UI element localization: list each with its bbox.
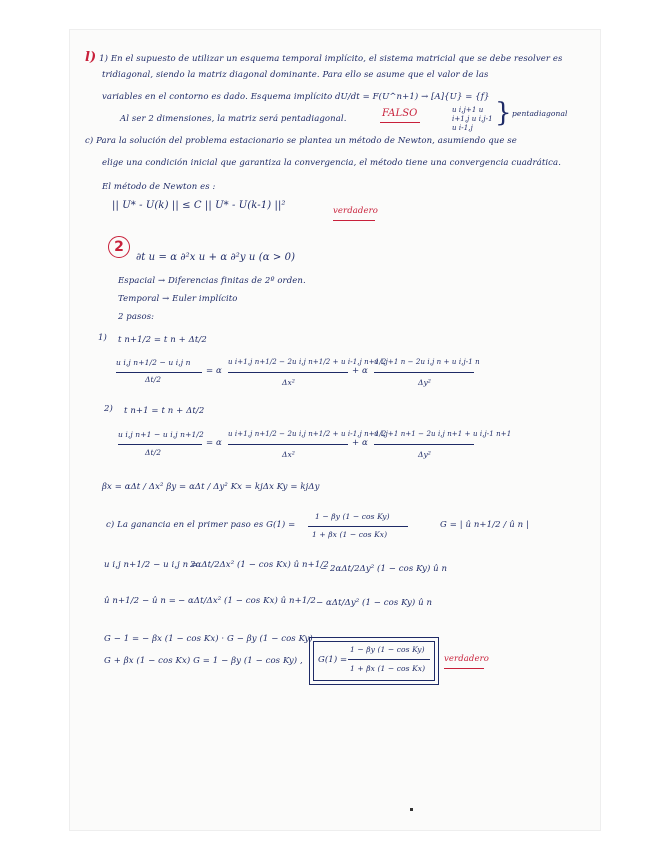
step-1-r2-den: Δy² — [418, 378, 431, 387]
result-den: 1 + βx (1 − cos Kx) — [350, 664, 426, 673]
step-2-r2-bar — [374, 444, 474, 445]
fourier-eq-1-a: 2αΔt/2Δx² (1 − cos Kx) û n+1/2 — [190, 560, 329, 570]
step-1-eq: = α — [206, 366, 222, 376]
beta-definitions: βx = αΔt / Δx² βy = αΔt / Δy² Kx = kjΔx Ky = kjΔy — [102, 482, 320, 492]
stencil-brace: } — [495, 98, 512, 128]
pde-equation: ∂t u = α ∂²x u + α ∂²y u (α > 0) — [136, 252, 296, 263]
falso-underline — [380, 122, 420, 123]
stencil-terms: u i,j+1 u i+1,j u i,j-1 u i-1,j — [452, 106, 493, 132]
problem-number-2: 2 — [108, 236, 130, 258]
fourier-eq-2-b: − αΔt/Δy² (1 − cos Ky) û n — [316, 598, 433, 608]
spatial-discretization: Espacial → Diferencias finitas de 2º orden. — [118, 276, 306, 286]
result-num: 1 − βy (1 − cos Ky) — [350, 645, 425, 654]
line-6: elige una condición inicial que garantiza la convergencia, el método tiene una convergencia cuadrática. — [102, 158, 562, 168]
gain-num: 1 − βy (1 − cos Ky) — [315, 512, 390, 521]
line-4: Al ser 2 dimensiones, la matriz será pentadiagonal. — [120, 114, 347, 124]
step-2-r2-den: Δy² — [418, 450, 431, 459]
step-2-lhs-den: Δt/2 — [145, 448, 162, 457]
line-3-formula: dU/dt = F(U^n+1) → [A]{U} = {f} — [335, 92, 490, 102]
step-1-lhs-num: u i,j n+1/2 − u i,j n — [116, 358, 191, 367]
result-g: G(1) = — [318, 655, 348, 665]
verdadero-2: verdadero — [444, 654, 489, 664]
step-2-r1-bar — [228, 444, 348, 445]
step-1-r1-num: u i+1,j n+1/2 − 2u i,j n+1/2 + u i-1,j n+1/2 — [228, 358, 387, 366]
gain-definition: G = | û n+1/2 / û n | — [440, 520, 529, 530]
step-2-lhs-bar — [118, 444, 202, 445]
two-steps: 2 pasos: — [118, 312, 155, 322]
step-1-r1-den: Δx² — [282, 378, 295, 387]
fourier-eq-2-a: − αΔt/Δx² (1 − cos Kx) û n+1/2 — [178, 596, 316, 606]
fourier-eq-1-b: − 2αΔt/2Δy² (1 − cos Ky) û n — [320, 564, 448, 574]
line-1: l) 1) En el supuesto de utilizar un esquema temporal implícito, el sistema matricial que se debe resolver es — [85, 50, 563, 65]
gain-intro: c) La ganancia en el primer paso es G(1) = — [106, 520, 296, 530]
line-3: variables en el contorno es dado. Esquema implícito — [102, 92, 333, 102]
gain-derivation-2: G + βx (1 − cos Kx) G = 1 − βy (1 − cos Ky) , — [104, 656, 303, 666]
step-2-r1-den: Δx² — [282, 450, 295, 459]
step-1-r1-bar — [228, 372, 348, 373]
step-1-label: 1) — [98, 333, 107, 343]
step-1-plus: + α — [352, 366, 368, 376]
line-7: El método de Newton es : — [102, 182, 216, 192]
gain-derivation-1: G − 1 = − βx (1 − cos Kx) · G − βy (1 − cos Ky) — [104, 634, 313, 644]
step-2-lhs-num: u i,j n+1 − u i,j n+1/2 — [118, 430, 204, 439]
result-bar — [348, 659, 430, 660]
step-2-label: 2) — [104, 404, 113, 414]
temporal-discretization: Temporal → Euler implícito — [118, 294, 238, 304]
page-mark — [410, 808, 413, 811]
step-2-r2-num: u i,j+1 n+1 − 2u i,j n+1 + u i,j-1 n+1 — [374, 430, 512, 438]
step-2-plus: + α — [352, 438, 368, 448]
fourier-eq-1-lhs: u i,j n+1/2 − u i,j n = — [104, 560, 199, 570]
line-2: tridiagonal, siendo la matriz diagonal dominante. Para ello se asume que el valor de las — [102, 70, 489, 80]
step-2-eq: = α — [206, 438, 222, 448]
verdadero-2-underline — [444, 668, 484, 669]
verdadero-1: verdadero — [333, 206, 378, 216]
verdadero-1-underline — [333, 220, 375, 221]
pentadiagonal-note: pentadiagonal — [512, 109, 568, 118]
newton-inequality: || U* - U(k) || ≤ C || U* - U(k-1) ||² — [112, 200, 286, 211]
step-1-lhs-den: Δt/2 — [145, 375, 162, 384]
step-1-r2-num: u i,j+1 n − 2u i,j n + u i,j-1 n — [374, 358, 480, 366]
line-5: c) Para la solución del problema estacionario se plantea un método de Newton, asumiendo que se — [85, 136, 517, 146]
step-1-time: t n+1/2 = t n + Δt/2 — [118, 335, 207, 345]
step-2-r1-num: u i+1,j n+1/2 − 2u i,j n+1/2 + u i-1,j n+1/2 — [228, 430, 387, 438]
fourier-eq-2-lhs: û n+1/2 − û n = — [104, 596, 176, 606]
gain-den: 1 + βx (1 − cos Kx) — [312, 530, 388, 539]
falso-label: FALSO — [382, 108, 418, 119]
step-1-lhs-bar — [116, 372, 202, 373]
step-2-time: t n+1 = t n + Δt/2 — [124, 406, 205, 416]
gain-bar — [308, 526, 408, 527]
step-1-r2-bar — [374, 372, 474, 373]
